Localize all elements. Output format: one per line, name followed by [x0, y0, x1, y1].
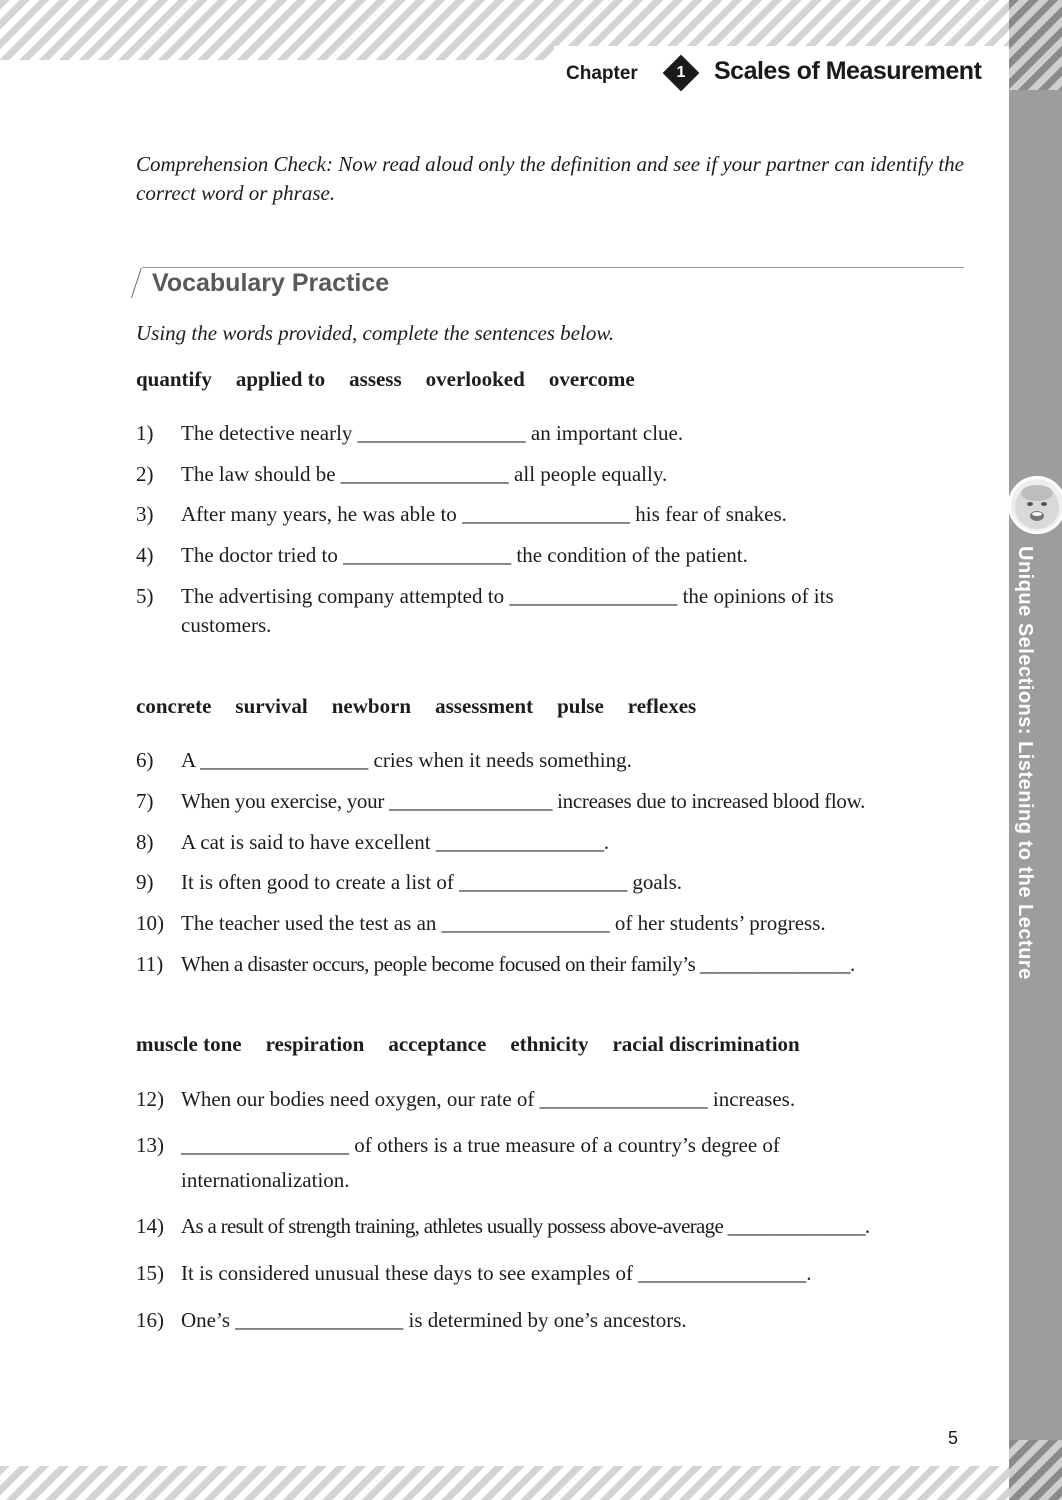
question-item — [136, 500, 966, 529]
word-bank-word: pulse — [557, 694, 604, 718]
section-slash-mark — [131, 268, 142, 298]
question-text: After many years, he was able to ________________ his fear of snakes. — [181, 502, 787, 526]
question-text: One’s ________________ is determined by one’s ancestors. — [181, 1308, 687, 1332]
question-number: 2) — [136, 462, 154, 486]
word-bank-3 — [136, 1032, 800, 1057]
question-text: The detective nearly ________________ an important clue. — [181, 421, 684, 445]
question-number: 15) — [136, 1261, 164, 1285]
question-number: 7) — [136, 789, 154, 813]
question-number: 12) — [136, 1087, 164, 1111]
word-bank-1 — [136, 367, 635, 392]
question-item — [136, 541, 966, 570]
question-item — [136, 1306, 966, 1335]
word-bank-word: overlooked — [425, 367, 525, 391]
section-title: Vocabulary Practice — [152, 269, 390, 297]
question-item — [136, 828, 966, 857]
question-text: It is often good to create a list of ________________ goals. — [181, 870, 682, 894]
question-item — [136, 1212, 966, 1241]
question-number: 13) — [136, 1133, 164, 1157]
sidebar-title: Unique Selections: Listening to the Lecture — [1014, 546, 1036, 980]
word-bank-word: ethnicity — [510, 1032, 589, 1056]
comprehension-check-text: Comprehension Check: Now read aloud only the definition and see if your partner can identify the correct word or phrase. — [136, 152, 964, 205]
word-bank-word: survival — [235, 694, 308, 718]
question-number: 5) — [136, 584, 154, 608]
word-bank-word: respiration — [265, 1032, 365, 1056]
word-bank-word: racial discrimination — [612, 1032, 800, 1056]
question-text: A cat is said to have excellent ________________. — [181, 830, 610, 854]
chapter-number: 1 — [676, 64, 686, 81]
word-bank-word: newborn — [331, 694, 412, 718]
question-item — [136, 1259, 966, 1288]
question-number: 16) — [136, 1308, 164, 1332]
question-item — [136, 1085, 966, 1114]
question-number: 9) — [136, 870, 154, 894]
question-number: 8) — [136, 830, 154, 854]
word-bank-word: assessment — [435, 694, 534, 718]
question-text: When our bodies need oxygen, our rate of ________________ increases. — [181, 1087, 796, 1111]
word-bank-word: concrete — [136, 694, 212, 718]
question-text: When you exercise, your ________________ increases due to increased blood flow. — [181, 789, 866, 813]
word-bank-word: reflexes — [627, 694, 697, 718]
question-number: 14) — [136, 1214, 164, 1238]
question-number: 11) — [136, 952, 164, 976]
question-item — [136, 419, 966, 448]
question-number: 4) — [136, 543, 154, 567]
question-number: 1) — [136, 421, 154, 445]
question-text: The teacher used the test as an ________________ of her students’ progress. — [181, 911, 826, 935]
bottom-stripe-band — [0, 1466, 1062, 1500]
page-number: 5 — [948, 1428, 959, 1448]
question-number: 3) — [136, 502, 154, 526]
question-item — [136, 1128, 876, 1198]
vocabulary-instruction: Using the words provided, complete the sentences below. — [136, 321, 615, 345]
question-item — [136, 868, 966, 897]
word-bank-word: overcome — [548, 367, 635, 391]
word-bank-word: muscle tone — [136, 1032, 242, 1056]
question-item — [136, 460, 966, 489]
word-bank-word: applied to — [235, 367, 326, 391]
word-bank-word: quantify — [136, 367, 212, 391]
question-item — [136, 746, 966, 775]
baby-photo-image — [1008, 476, 1062, 534]
question-text: ________________ of others is a true measure of a country’s degree of internationalization. — [181, 1133, 780, 1192]
question-item — [136, 787, 966, 816]
word-bank-word: acceptance — [388, 1032, 487, 1056]
chapter-title: Scales of Measurement — [714, 57, 982, 85]
question-text: The law should be ________________ all people equally. — [181, 462, 668, 486]
word-bank-2 — [136, 694, 696, 719]
question-text: A ________________ cries when it needs something. — [181, 748, 632, 772]
word-bank-word: assess — [349, 367, 402, 391]
question-item — [136, 950, 966, 979]
sidebar-bottom-stripe — [1009, 1440, 1062, 1500]
question-text: The doctor tried to ________________ the condition of the patient. — [181, 543, 748, 567]
question-text: As a result of strength training, athletes usually possess above-average ______________. — [181, 1214, 870, 1238]
question-item — [136, 909, 966, 938]
question-text: When a disaster occurs, people become focused on their family’s _______________. — [181, 952, 855, 976]
question-text: The advertising company attempted to ________________ the opinions of its customers. — [181, 584, 834, 637]
question-number: 6) — [136, 748, 154, 772]
question-text: It is considered unusual these days to see examples of ________________. — [181, 1261, 812, 1285]
question-item — [136, 582, 916, 640]
section-divider — [142, 267, 964, 268]
sidebar-top-stripe — [1009, 0, 1062, 90]
question-number: 10) — [136, 911, 164, 935]
chapter-label: Chapter — [566, 63, 638, 84]
